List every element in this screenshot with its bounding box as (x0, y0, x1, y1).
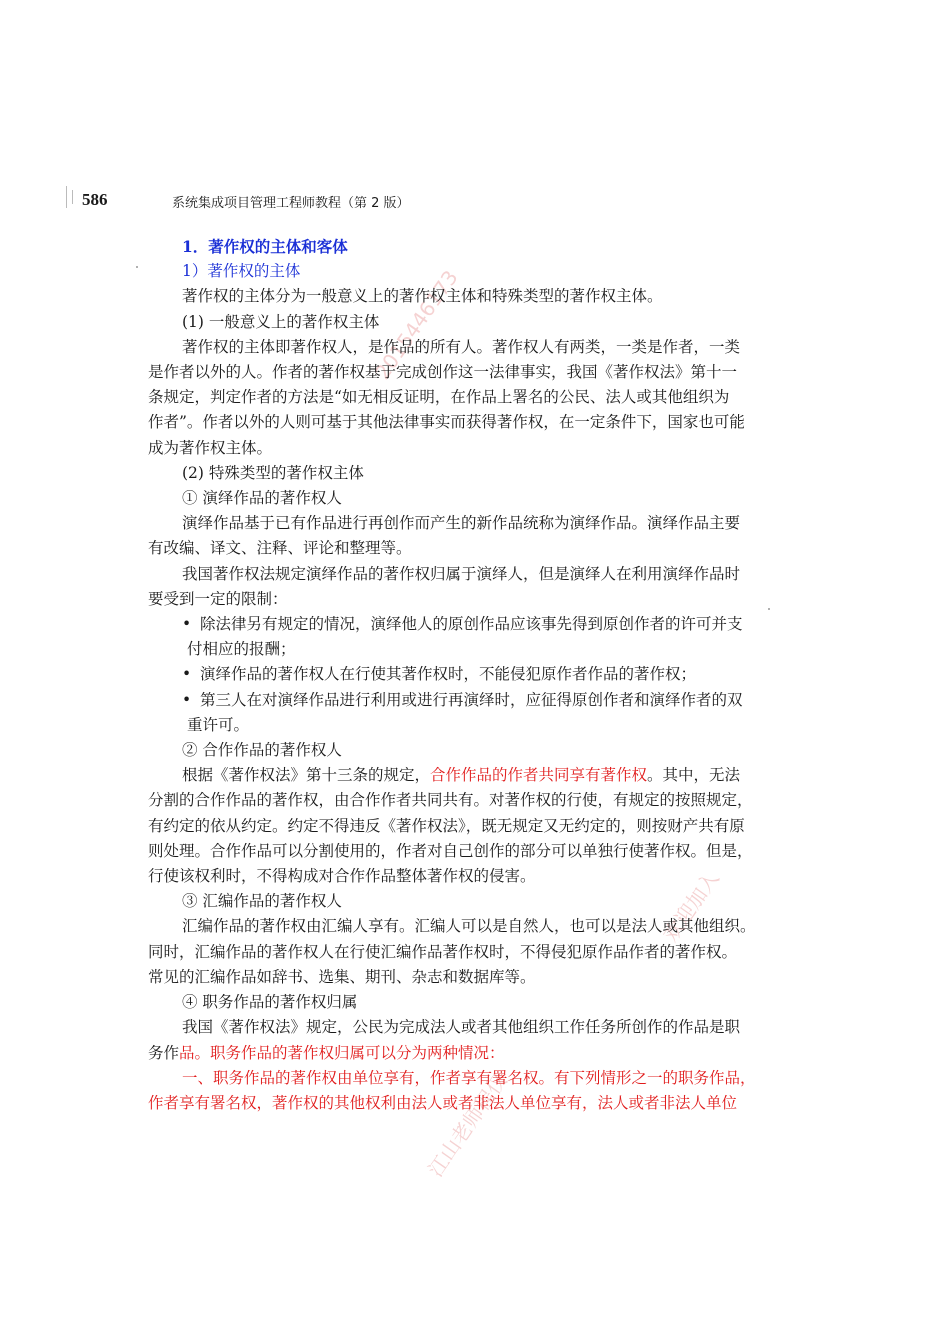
watermark-text: 欢迎加入 (658, 866, 724, 947)
watermark-text: 江山老师程仅 (423, 1068, 512, 1182)
paragraph-line: 是作者以外的人。作者的著作权基于完成创作这一法律事实，我国《著作权法》第十一 (148, 363, 738, 382)
list-item-heading: (1) 一般意义上的著作权主体 (182, 312, 380, 331)
highlighted-text: 合作作品的作者共同享有著作权 (430, 766, 648, 785)
bullet-item (148, 612, 786, 637)
paragraph-line: 要受到一定的限制： (148, 589, 288, 608)
paragraph-line (148, 763, 786, 788)
paragraph-line: 条规定，判定作者的方法是“如无相反证明，在作品上署名的公民、法人或其他组织为 (148, 388, 730, 407)
paragraph-line: 汇编作品的著作权由汇编人享有。汇编人可以是自然人，也可以是法人或其他组织。 (182, 917, 756, 936)
subitem-heading: ③ 汇编作品的著作权人 (182, 892, 342, 911)
highlighted-text: 品。职务作品的著作权归属可以分为两种情况： (179, 1043, 505, 1062)
paragraph-line: 常见的汇编作品如辞书、选集、期刊、杂志和数据库等。 (148, 967, 536, 986)
scan-margin-mark (66, 186, 67, 208)
highlighted-paragraph-line: 作者享有署名权，著作权的其他权利由法人或者非法人单位享有，法人或者非法人单位 (148, 1093, 738, 1112)
bullet-text: 除法律另有规定的情况，演绎他人的原创作品应该事先得到原创作者的许可并支 (200, 615, 743, 634)
watermark-number: 2015446173 (370, 265, 463, 384)
bullet-icon: • (182, 615, 192, 634)
scan-margin-mark (72, 190, 73, 204)
bullet-icon: • (182, 690, 192, 709)
paragraph-line: 作者”。作者以外的人则可基于其他法律事实而获得著作权，在一定条件下，国家也可能 (148, 413, 745, 432)
paragraph-line: 分割的合作作品的著作权，由合作作者共同共有。对著作权的行使，有规定的按照规定， (148, 791, 753, 810)
paragraph-line: 著作权的主体分为一般意义上的著作权主体和特殊类型的著作权主体。 (182, 287, 663, 306)
bullet-icon: • (182, 665, 192, 684)
text-run: 务作 (148, 1043, 180, 1062)
paragraph-line: 行使该权利时，不得构成对合作作品整体著作权的侵害。 (148, 867, 536, 886)
section-heading: 1．著作权的主体和客体 (182, 237, 348, 256)
text-run: 根据《著作权法》第十三条的规定， (182, 766, 431, 785)
subitem-heading: ② 合作作品的著作权人 (182, 741, 342, 760)
paragraph-line: 成为著作权主体。 (148, 438, 273, 457)
paragraph-line: 有约定的依从约定。约定不得违反《著作权法》，既无规定又无约定的，则按财产共有原 (148, 816, 745, 835)
paragraph-line: 有改编、译文、注释、评论和整理等。 (148, 539, 412, 558)
page-body (148, 234, 786, 1116)
scan-speck (136, 266, 138, 268)
bullet-item (148, 662, 786, 687)
page-number: 586 (82, 190, 108, 209)
highlighted-paragraph-line: 一、职务作品的著作权由单位享有，作者享有署名权。有下列情形之一的职务作品， (182, 1068, 756, 1087)
paragraph-line: 演绎作品基于已有作品进行再创作而产生的新作品统称为演绎作品。演绎作品主要 (182, 514, 741, 533)
paragraph-line (148, 1041, 786, 1066)
paragraph-line: 著作权的主体即著作权人，是作品的所有人。著作权人有两类，一类是作者，一类 (182, 337, 741, 356)
paragraph-line: 我国《著作权法》规定，公民为完成法人或者其他组织工作任务所创作的作品是职 (182, 1018, 741, 1037)
subitem-heading: ④ 职务作品的著作权归属 (182, 993, 358, 1012)
paragraph-line: 我国著作权法规定演绎作品的著作权归属于演绎人，但是演绎人在利用演绎作品时 (182, 564, 741, 583)
bullet-text: 演绎作品的著作权人在行使其著作权时，不能侵犯原作者作品的著作权； (200, 665, 697, 684)
paragraph-line: 则处理。合作作品可以分割使用的，作者对自己创作的部分可以单独行使著作权。但是， (148, 841, 753, 860)
bullet-text: 第三人在对演绎作品进行利用或进行再演绎时，应征得原创作者和演绎作者的双 (200, 690, 743, 709)
subitem-heading: ① 演绎作品的著作权人 (182, 489, 342, 508)
bullet-item (148, 688, 786, 713)
bullet-text: 重许可。 (187, 715, 250, 734)
bullet-continuation (148, 713, 786, 738)
running-header: 系统集成项目管理工程师教程（第 2 版） (172, 196, 410, 211)
list-item-heading: (2) 特殊类型的著作权主体 (182, 463, 364, 482)
subsection-heading: 1）著作权的主体 (182, 262, 301, 281)
text-run: 。其中，无法 (647, 766, 741, 785)
bullet-text: 付相应的报酬； (187, 640, 296, 659)
paragraph-line: 同时，汇编作品的著作权人在行使汇编作品著作权时，不得侵犯原作品作者的著作权。 (148, 942, 738, 961)
bullet-continuation (148, 637, 786, 662)
